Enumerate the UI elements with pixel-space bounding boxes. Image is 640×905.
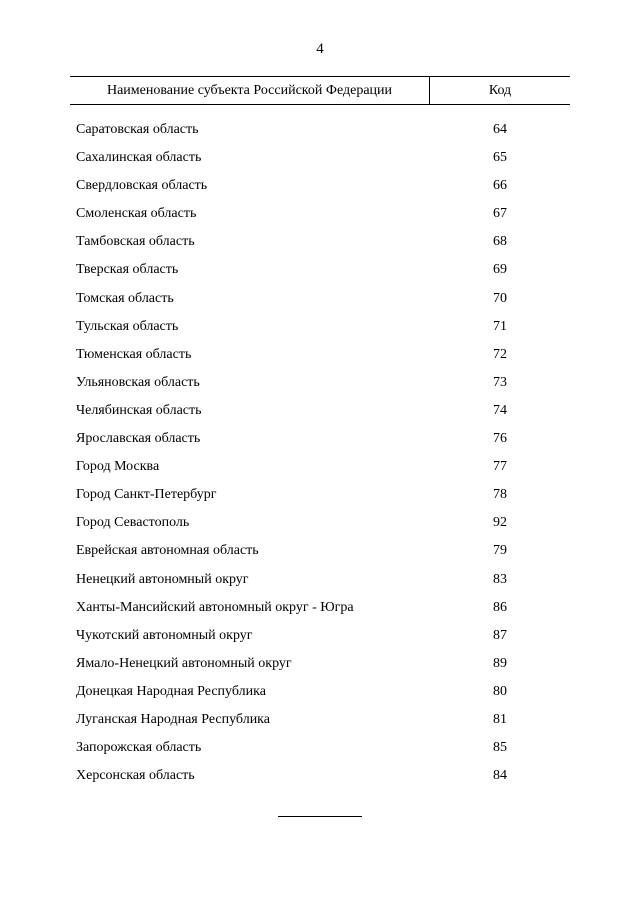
subject-code: 77 — [493, 459, 507, 475]
table-row — [76, 397, 570, 425]
subject-code: 92 — [493, 515, 507, 531]
subject-code: 84 — [493, 768, 507, 784]
subject-name: Ненецкий автономный округ — [76, 571, 249, 587]
table-row — [76, 116, 570, 144]
subject-code: 89 — [493, 655, 507, 671]
table-row — [76, 453, 570, 481]
table-row — [76, 228, 570, 256]
table-row — [76, 509, 570, 537]
table-row — [76, 566, 570, 594]
subject-name: Челябинская область — [76, 402, 202, 418]
subject-code: 86 — [493, 599, 507, 615]
subject-code: 79 — [493, 543, 507, 559]
subject-name: Ямало-Ненецкий автономный округ — [76, 655, 292, 671]
subject-name: Ярославская область — [76, 431, 201, 447]
subject-code: 66 — [493, 178, 507, 194]
subject-name: Луганская Народная Республика — [76, 711, 270, 727]
subject-name: Свердловская область — [76, 178, 208, 194]
subject-name: Город Севастополь — [76, 515, 190, 531]
subject-name: Тульская область — [76, 318, 179, 334]
table-body — [76, 116, 570, 790]
subject-name: Смоленская область — [76, 206, 197, 222]
subject-code: 68 — [493, 234, 507, 250]
subject-name: Город Москва — [76, 459, 160, 475]
subject-name: Тверская область — [76, 262, 179, 278]
subject-code: 85 — [493, 740, 507, 756]
table-row — [76, 622, 570, 650]
subject-name: Тюменская область — [76, 346, 192, 362]
table-row — [76, 369, 570, 397]
subject-code: 76 — [493, 431, 507, 447]
table-row — [76, 537, 570, 565]
subject-code: 74 — [493, 402, 507, 418]
table-row — [76, 734, 570, 762]
table-row — [76, 425, 570, 453]
subject-name: Саратовская область — [76, 122, 199, 137]
subject-code: 83 — [493, 571, 507, 587]
table-row — [76, 200, 570, 228]
end-of-document-rule — [278, 816, 362, 817]
subject-name: Чукотский автономный округ — [76, 627, 253, 643]
subject-code: 80 — [493, 683, 507, 699]
table-header — [70, 76, 570, 105]
subject-name: Запорожская область — [76, 740, 202, 756]
table-row — [76, 285, 570, 313]
subject-code: 78 — [493, 487, 507, 503]
subject-name: Ульяновская область — [76, 374, 200, 390]
subject-code: 70 — [493, 290, 507, 306]
subject-name: Томская область — [76, 290, 174, 306]
subject-name: Херсонская область — [76, 768, 195, 784]
subject-name: Город Санкт-Петербург — [76, 487, 217, 503]
subject-code: 72 — [493, 346, 507, 362]
subject-name: Сахалинская область — [76, 150, 202, 166]
subject-code: 73 — [493, 374, 507, 390]
subject-code: 71 — [493, 318, 507, 334]
subject-code: 87 — [493, 627, 507, 643]
column-header-code: Код — [488, 82, 512, 98]
table-row — [76, 678, 570, 706]
subject-code: 64 — [493, 122, 507, 137]
table-row — [76, 594, 570, 622]
subject-code: 67 — [493, 206, 507, 222]
page-number: 4 — [316, 41, 324, 57]
subject-name: Донецкая Народная Республика — [76, 683, 266, 699]
table-row — [76, 762, 570, 790]
table-row — [76, 313, 570, 341]
table-row — [76, 256, 570, 284]
table-row — [76, 650, 570, 678]
table-row — [76, 341, 570, 369]
subject-code: 81 — [493, 711, 507, 727]
table-row — [76, 481, 570, 509]
subject-name: Ханты-Мансийский автономный округ - Югра — [76, 599, 354, 615]
subject-name: Тамбовская область — [76, 234, 195, 250]
subject-code: 65 — [493, 150, 507, 166]
table-row — [76, 706, 570, 734]
table-row — [76, 172, 570, 200]
subject-code: 69 — [493, 262, 507, 278]
column-header-name: Наименование субъекта Российской Федерации — [70, 77, 430, 104]
subject-name: Еврейская автономная область — [76, 543, 259, 559]
table-row — [76, 144, 570, 172]
